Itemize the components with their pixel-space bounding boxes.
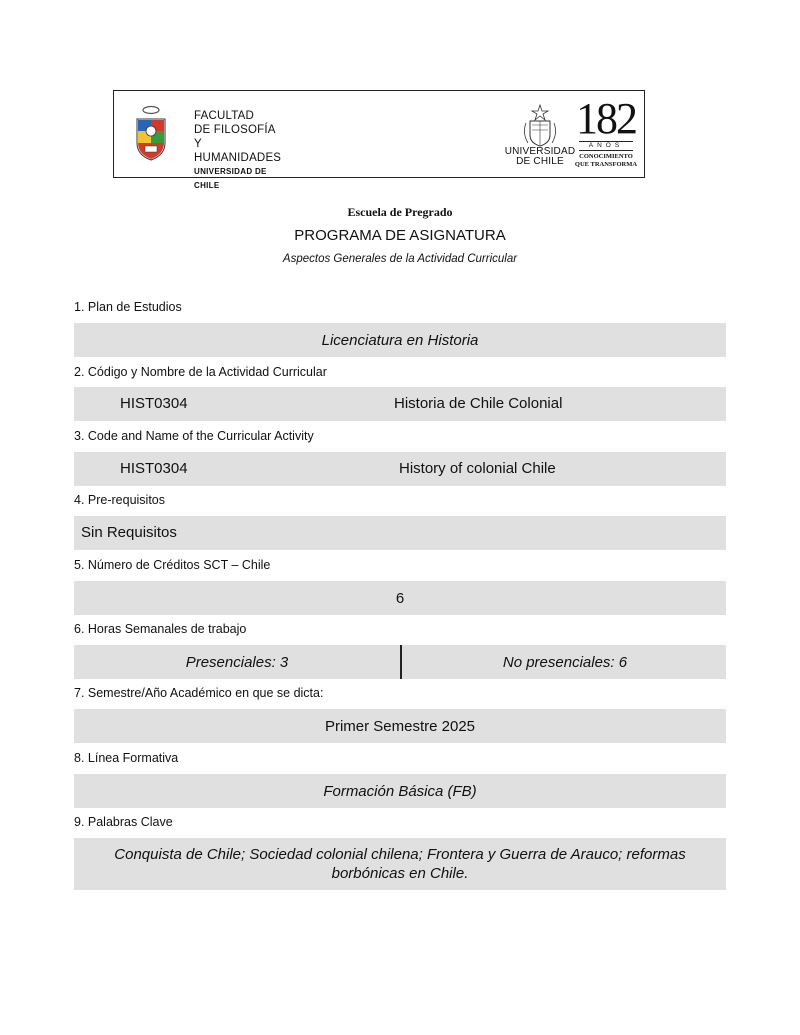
code-en-field [74, 452, 726, 486]
anniversary-number: 182 [576, 94, 636, 143]
faculty-line-3: Y HUMANIDADES [194, 138, 282, 164]
university-crest-icon [504, 103, 576, 147]
credits-field [74, 581, 726, 615]
keywords-value: Conquista de Chile; Sociedad colonial chilena; Frontera y Guerra de Arauco; reformas borbónicas en Chile. [114, 846, 686, 882]
document-subtitle: Aspectos Generales de la Actividad Curricular [282, 253, 518, 265]
keywords-label: 9. Palabras Clave [74, 815, 173, 829]
anniversary-tagline-2: QUE TRANSFORMA [574, 161, 638, 168]
prereq-value: Sin Requisitos [81, 524, 177, 541]
faculty-line-2: DE FILOSOFÍA [194, 124, 276, 136]
university-name [504, 147, 576, 167]
semester-value: Primer Semestre 2025 [324, 717, 476, 735]
credits-value: 6 [395, 589, 405, 607]
plan-field [74, 323, 726, 357]
hours-no-presencial: No presenciales: 6 [502, 653, 628, 671]
anniversary-logo [571, 94, 641, 173]
code-es-code: HIST0304 [120, 395, 188, 412]
document-title: PROGRAMA DE ASIGNATURA [294, 227, 506, 244]
faculty-line-1: FACULTAD [194, 110, 254, 122]
prereq-field [74, 516, 726, 550]
semester-field [74, 709, 726, 743]
anniversary-tagline [571, 153, 641, 169]
faculty-name [194, 109, 281, 193]
line-value: Formación Básica (FB) [323, 782, 477, 800]
code-en-label: 3. Code and Name of the Curricular Activity [74, 429, 314, 443]
anniversary-tagline-1: CONOCIMIENTO [579, 153, 633, 160]
code-es-field [74, 387, 726, 421]
anniversary-word: AÑOS [579, 141, 633, 151]
university-name-line-1: UNIVERSIDAD [504, 146, 576, 157]
faculty-university: UNIVERSIDAD DE CHILE [194, 167, 267, 190]
line-label: 8. Línea Formativa [74, 751, 179, 765]
credits-label: 5. Número de Créditos SCT – Chile [74, 558, 271, 572]
hours-presencial: Presenciales: 3 [185, 653, 289, 671]
code-es-label: 2. Código y Nombre de la Actividad Curricular [74, 365, 327, 379]
code-es-name: Historia de Chile Colonial [394, 395, 563, 412]
prereq-label: 4. Pre-requisitos [74, 493, 166, 507]
semester-label: 7. Semestre/Año Académico en que se dicta: [74, 686, 324, 700]
header-logos [113, 90, 645, 190]
hours-field [74, 645, 726, 679]
plan-label: 1. Plan de Estudios [74, 300, 182, 314]
school-name: Escuela de Pregrado [347, 205, 453, 219]
university-name-line-2: DE CHILE [516, 156, 564, 167]
plan-value: Licenciatura en Historia [321, 331, 479, 349]
code-en-name: History of colonial Chile [399, 460, 556, 477]
keywords-field [74, 838, 726, 890]
hours-label: 6. Horas Semanales de trabajo [74, 622, 247, 636]
faculty-logo [134, 105, 282, 190]
faculty-shield-icon [134, 105, 184, 167]
code-en-code: HIST0304 [120, 460, 188, 477]
line-field [74, 774, 726, 808]
